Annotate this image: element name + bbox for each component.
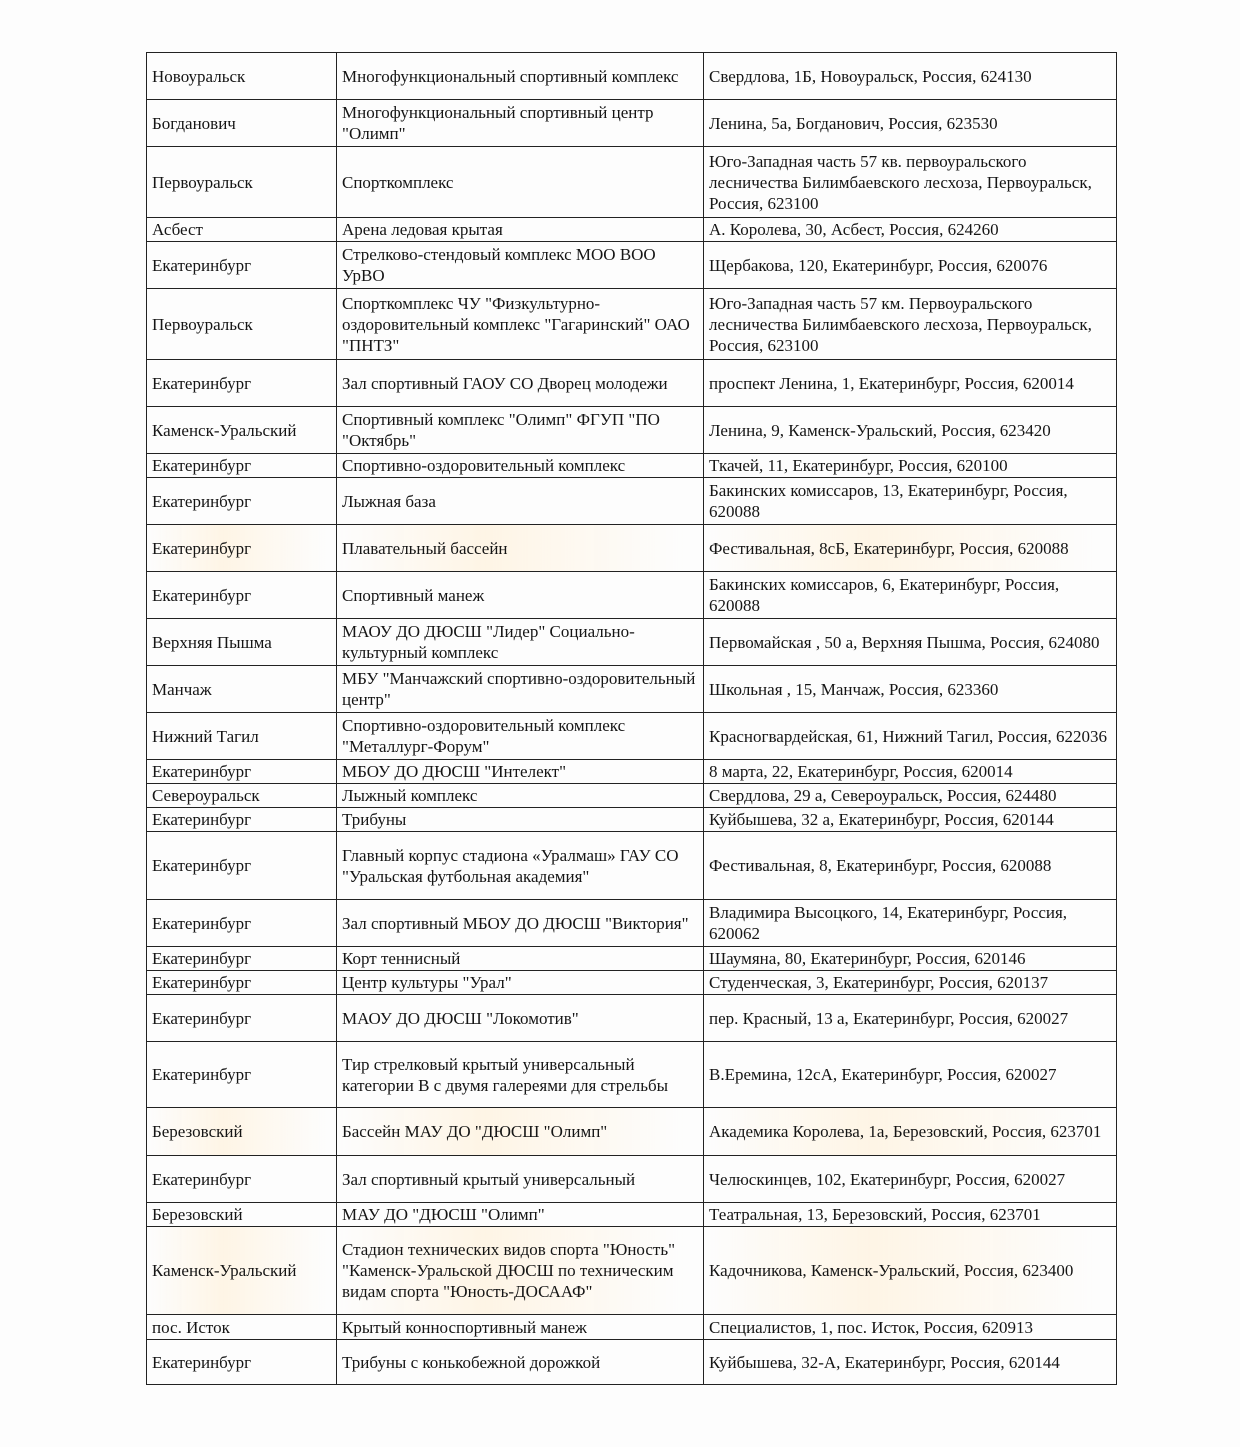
facility-cell: МАОУ ДО ДЮСШ "Локомотив"	[337, 995, 704, 1042]
table-row	[147, 713, 1117, 760]
table-row	[147, 666, 1117, 713]
facility-cell: Лыжная база	[337, 478, 704, 525]
table-row	[147, 1315, 1117, 1340]
facility-cell: Корт теннисный	[337, 947, 704, 971]
city-cell: Первоуральск	[147, 147, 337, 218]
facility-cell: Зал спортивный крытый универсальный	[337, 1156, 704, 1203]
address-cell: Юго-Западная часть 57 кв. первоуральского лесничества Билимбаевского лесхоза, Первоуральск, Россия, 623100	[704, 147, 1117, 218]
table-row	[147, 478, 1117, 525]
facility-cell: Стрелково-стендовый комплекс МОО ВОО УрВО	[337, 242, 704, 289]
city-cell: Екатеринбург	[147, 900, 337, 947]
table-row	[147, 289, 1117, 360]
table-row	[147, 947, 1117, 971]
address-cell: пер. Красный, 13 а, Екатеринбург, Россия, 620027	[704, 995, 1117, 1042]
address-cell: Бакинских комиссаров, 13, Екатеринбург, Россия, 620088	[704, 478, 1117, 525]
facility-cell: Трибуны	[337, 808, 704, 832]
facility-cell: Многофункциональный спортивный центр "Олимп"	[337, 100, 704, 147]
address-cell: Владимира Высоцкого, 14, Екатеринбург, Россия, 620062	[704, 900, 1117, 947]
city-cell: Асбест	[147, 218, 337, 242]
table-row	[147, 53, 1117, 100]
city-cell: Екатеринбург	[147, 832, 337, 900]
city-cell: Екатеринбург	[147, 572, 337, 619]
facility-cell: Спортивный манеж	[337, 572, 704, 619]
city-cell: Екатеринбург	[147, 808, 337, 832]
city-cell: Екатеринбург	[147, 947, 337, 971]
city-cell: Екатеринбург	[147, 971, 337, 995]
facility-cell: Тир стрелковый крытый универсальный категории В с двумя галереями для стрельбы	[337, 1042, 704, 1108]
city-cell: Березовский	[147, 1108, 337, 1156]
city-cell: Новоуральск	[147, 53, 337, 100]
facility-cell: Зал спортивный МБОУ ДО ДЮСШ "Виктория"	[337, 900, 704, 947]
table-row	[147, 760, 1117, 784]
city-cell: Каменск-Уральский	[147, 1227, 337, 1315]
table-row	[147, 407, 1117, 454]
facility-cell: МАОУ ДО ДЮСШ "Лидер" Социально-культурный комплекс	[337, 619, 704, 666]
city-cell: Екатеринбург	[147, 1156, 337, 1203]
table-row	[147, 1340, 1117, 1385]
table-row	[147, 1227, 1117, 1315]
facility-cell: Центр культуры "Урал"	[337, 971, 704, 995]
address-cell: Первомайская , 50 а, Верхняя Пышма, Россия, 624080	[704, 619, 1117, 666]
facility-cell: Спорткомплекс ЧУ "Физкультурно-оздоровительный комплекс "Гагаринский" ОАО "ПНТЗ"	[337, 289, 704, 360]
city-cell: Манчаж	[147, 666, 337, 713]
city-cell: Екатеринбург	[147, 995, 337, 1042]
city-cell: Каменск-Уральский	[147, 407, 337, 454]
city-cell: Екатеринбург	[147, 1340, 337, 1385]
facility-cell: МБОУ ДО ДЮСШ "Интелект"	[337, 760, 704, 784]
address-cell: Свердлова, 29 а, Североуральск, Россия, 624480	[704, 784, 1117, 808]
table-row	[147, 995, 1117, 1042]
table-row	[147, 454, 1117, 478]
city-cell: Нижний Тагил	[147, 713, 337, 760]
address-cell: Академика Королева, 1а, Березовский, Россия, 623701	[704, 1108, 1117, 1156]
table-row	[147, 360, 1117, 407]
table-row	[147, 619, 1117, 666]
table-row	[147, 100, 1117, 147]
table-row	[147, 525, 1117, 572]
address-cell: Студенческая, 3, Екатеринбург, Россия, 620137	[704, 971, 1117, 995]
address-cell: Юго-Западная часть 57 км. Первоуральского лесничества Билимбаевского лесхоза, Первоуральск, Россия, 623100	[704, 289, 1117, 360]
facility-cell: Арена ледовая крытая	[337, 218, 704, 242]
address-cell: Ткачей, 11, Екатеринбург, Россия, 620100	[704, 454, 1117, 478]
facility-cell: Крытый конноспортивный манеж	[337, 1315, 704, 1340]
facility-cell: Главный корпус стадиона «Уралмаш» ГАУ СО "Уральская футбольная академия"	[337, 832, 704, 900]
facility-cell: Спорткомплекс	[337, 147, 704, 218]
address-cell: Шаумяна, 80, Екатеринбург, Россия, 620146	[704, 947, 1117, 971]
facility-cell: Бассейн МАУ ДО "ДЮСШ "Олимп"	[337, 1108, 704, 1156]
city-cell: Верхняя Пышма	[147, 619, 337, 666]
address-cell: Фестивальная, 8, Екатеринбург, Россия, 620088	[704, 832, 1117, 900]
facility-cell: Спортивно-оздоровительный комплекс	[337, 454, 704, 478]
address-cell: Щербакова, 120, Екатеринбург, Россия, 620076	[704, 242, 1117, 289]
facility-cell: Стадион технических видов спорта "Юность" "Каменск-Уральской ДЮСШ по техническим видам спорта "Юность-ДОСААФ"	[337, 1227, 704, 1315]
address-cell: Куйбышева, 32-А, Екатеринбург, Россия, 620144	[704, 1340, 1117, 1385]
table-row	[147, 971, 1117, 995]
city-cell: Первоуральск	[147, 289, 337, 360]
address-cell: Специалистов, 1, пос. Исток, Россия, 620913	[704, 1315, 1117, 1340]
table-row	[147, 900, 1117, 947]
facility-cell: Лыжный комплекс	[337, 784, 704, 808]
facility-cell: Зал спортивный ГАОУ СО Дворец молодежи	[337, 360, 704, 407]
facility-cell: Спортивный комплекс "Олимп" ФГУП "ПО "Октябрь"	[337, 407, 704, 454]
address-cell: Фестивальная, 8сБ, Екатеринбург, Россия, 620088	[704, 525, 1117, 572]
address-cell: Красногвардейская, 61, Нижний Тагил, Россия, 622036	[704, 713, 1117, 760]
city-cell: Березовский	[147, 1203, 337, 1227]
table-row	[147, 832, 1117, 900]
address-cell: проспект Ленина, 1, Екатеринбург, Россия, 620014	[704, 360, 1117, 407]
address-cell: Кадочникова, Каменск-Уральский, Россия, 623400	[704, 1227, 1117, 1315]
city-cell: Екатеринбург	[147, 1042, 337, 1108]
city-cell: Североуральск	[147, 784, 337, 808]
city-cell: Екатеринбург	[147, 760, 337, 784]
address-cell: Бакинских комиссаров, 6, Екатеринбург, Россия, 620088	[704, 572, 1117, 619]
table-row	[147, 784, 1117, 808]
address-cell: В.Еремина, 12сА, Екатеринбург, Россия, 620027	[704, 1042, 1117, 1108]
city-cell: Екатеринбург	[147, 525, 337, 572]
city-cell: Екатеринбург	[147, 454, 337, 478]
address-cell: Ленина, 5а, Богданович, Россия, 623530	[704, 100, 1117, 147]
city-cell: Екатеринбург	[147, 478, 337, 525]
address-cell: Театральная, 13, Березовский, Россия, 623701	[704, 1203, 1117, 1227]
address-cell: Ленина, 9, Каменск-Уральский, Россия, 623420	[704, 407, 1117, 454]
city-cell: Екатеринбург	[147, 360, 337, 407]
city-cell: пос. Исток	[147, 1315, 337, 1340]
table-row	[147, 218, 1117, 242]
table-row	[147, 147, 1117, 218]
facility-cell: Многофункциональный спортивный комплекс	[337, 53, 704, 100]
address-cell: Школьная , 15, Манчаж, Россия, 623360	[704, 666, 1117, 713]
table-row	[147, 1108, 1117, 1156]
address-cell: Куйбышева, 32 а, Екатеринбург, Россия, 620144	[704, 808, 1117, 832]
facility-cell: Трибуны с конькобежной дорожкой	[337, 1340, 704, 1385]
table-row	[147, 1203, 1117, 1227]
city-cell: Богданович	[147, 100, 337, 147]
address-cell: Свердлова, 1Б, Новоуральск, Россия, 624130	[704, 53, 1117, 100]
facility-cell: МАУ ДО "ДЮСШ "Олимп"	[337, 1203, 704, 1227]
facility-cell: МБУ "Манчажский спортивно-оздоровительный центр"	[337, 666, 704, 713]
table-row	[147, 242, 1117, 289]
table-row	[147, 572, 1117, 619]
facility-cell: Спортивно-оздоровительный комплекс "Металлург-Форум"	[337, 713, 704, 760]
address-cell: 8 марта, 22, Екатеринбург, Россия, 620014	[704, 760, 1117, 784]
address-cell: А. Королева, 30, Асбест, Россия, 624260	[704, 218, 1117, 242]
table-row	[147, 1042, 1117, 1108]
table-row	[147, 1156, 1117, 1203]
address-cell: Челюскинцев, 102, Екатеринбург, Россия, 620027	[704, 1156, 1117, 1203]
sports-facilities-table	[146, 52, 1117, 1385]
table-row	[147, 808, 1117, 832]
facility-cell: Плавательный бассейн	[337, 525, 704, 572]
city-cell: Екатеринбург	[147, 242, 337, 289]
